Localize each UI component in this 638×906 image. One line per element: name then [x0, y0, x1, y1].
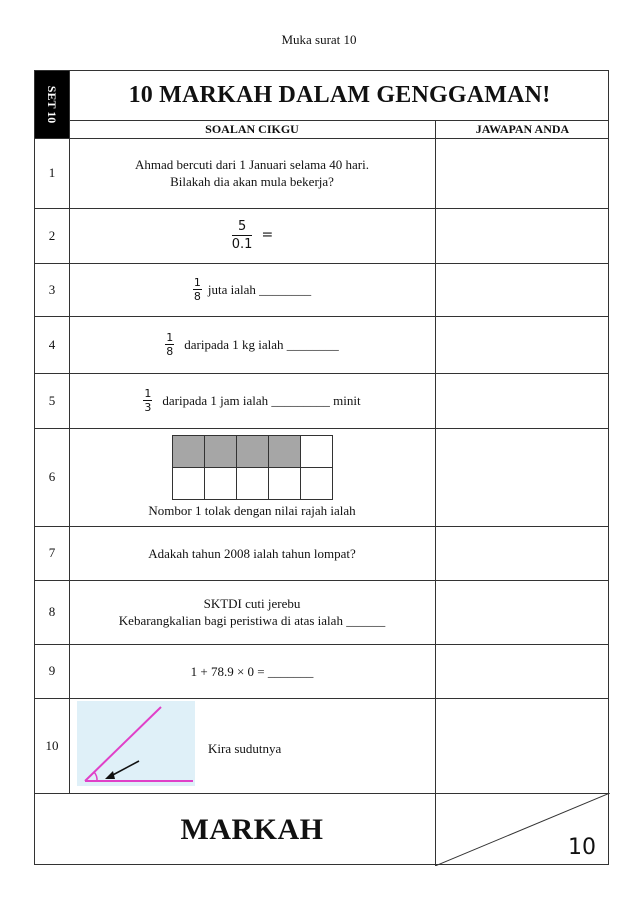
page-header: Muka surat 10 [281, 32, 357, 47]
equals-sign: = [261, 227, 274, 243]
grid-cell-shaded [269, 436, 301, 468]
question-text: Bilakah dia akan mula bekerja? [170, 174, 334, 189]
question-number: 3 [48, 281, 56, 297]
question-number: 9 [48, 663, 56, 678]
worksheet-table [34, 70, 609, 865]
question-text: Nombor 1 tolak dengan nilai rajah ialah [148, 503, 356, 518]
grid-cell [205, 468, 237, 500]
question-text: daripada 1 kg ialah ________ [184, 337, 339, 352]
question-text: Ahmad bercuti dari 1 Januari selama 40 hari. [135, 157, 369, 172]
question-text: 1 + 78.9 × 0 = _______ [190, 663, 314, 679]
set-label: SET 10 [35, 71, 69, 138]
question-number: 7 [48, 545, 56, 560]
fraction: $\frac{1}{8}$ [193, 276, 201, 303]
question-number: 5 [48, 392, 56, 408]
question-number: 8 [48, 604, 56, 619]
grid-cell [173, 468, 205, 500]
grid-cell [237, 468, 269, 500]
question-number: 2 [48, 227, 56, 243]
grid-cell [301, 436, 333, 468]
question-2 [69, 208, 435, 263]
question-number: 10 [45, 737, 59, 753]
fraction: $\frac{1}{8}$ [166, 331, 174, 358]
question-9 [69, 644, 435, 698]
question-5 [69, 373, 435, 428]
column-header-answer: JAWAPAN ANDA [475, 122, 570, 136]
question-number: 6 [48, 469, 56, 484]
question-7 [69, 526, 435, 580]
question-text: Kebarangkalian bagi peristiwa di atas ialah ______ [118, 613, 386, 628]
question-text: Adakah tahun 2008 ialah tahun lompat? [148, 545, 356, 561]
question-text: juta ialah ________ [207, 282, 312, 297]
question-1 [69, 138, 435, 208]
fraction: $\frac{1}{3}$ [144, 387, 152, 414]
angle-figure [77, 701, 195, 786]
grid-cell-shaded [237, 436, 269, 468]
question-4 [69, 316, 435, 373]
markah-score-box [435, 793, 610, 866]
question-number: 4 [48, 336, 56, 352]
worksheet-title: 10 MARKAH DALAM GENGGAMAN! [128, 82, 551, 108]
column-header-question: SOALAN CIKGU [205, 122, 299, 136]
grid-cell [269, 468, 301, 500]
question-text: SKTDI cuti jerebu [203, 596, 301, 611]
markah-label: MARKAH [180, 812, 324, 846]
question-8 [69, 580, 435, 644]
grid-cell-shaded [173, 436, 205, 468]
fraction-grid [172, 435, 333, 500]
question-text: Kira sudutnya [208, 741, 282, 756]
grid-cell-shaded [205, 436, 237, 468]
question-text: daripada 1 jam ialah _________ minit [162, 393, 361, 408]
question-3 [69, 263, 435, 316]
fraction: $\frac{5}{0.1}$ [231, 219, 253, 252]
question-number: 1 [48, 165, 56, 180]
grid-cell [301, 468, 333, 500]
markah-score: 10 [568, 835, 596, 860]
